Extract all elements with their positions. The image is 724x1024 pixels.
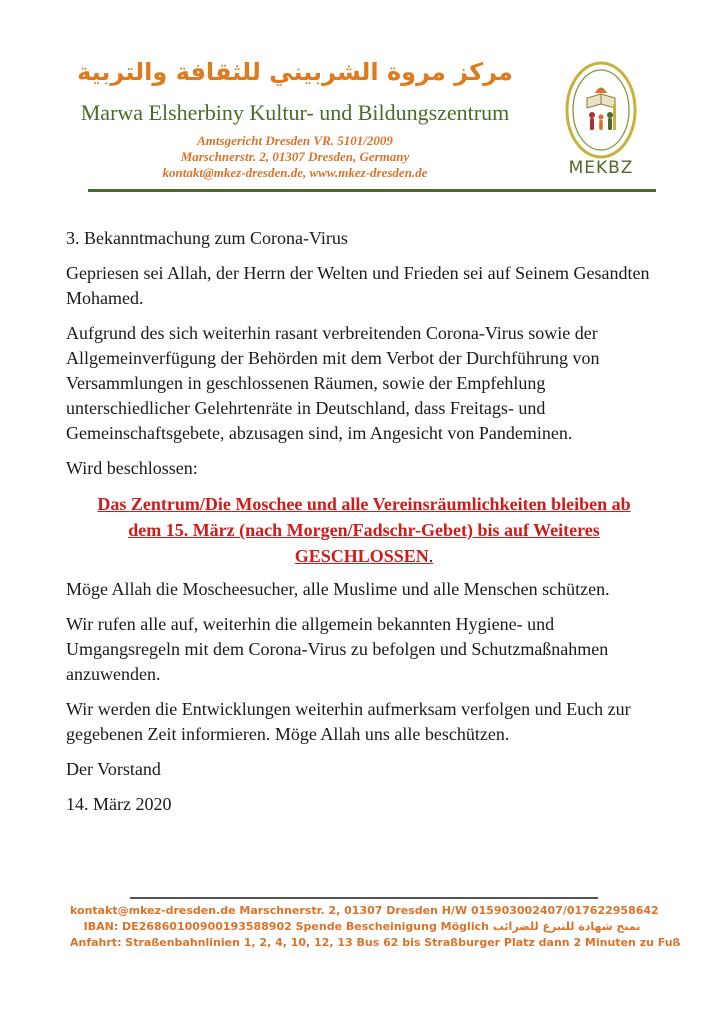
footer-bank-line: IBAN: DE26860100900193588902 Spende Bescheinigung Möglich نمنح شهادة للتبرع للضرائب [83, 920, 641, 933]
org-contact: kontakt@mkez-dresden.de, www.mkez-dresden.de [162, 165, 428, 180]
closure-notice-line-2: dem 15. März (nach Morgen/Fadschr-Gebet) bis auf Weiteres [128, 520, 600, 540]
closure-notice-line-3: GESCHLOSSEN [294, 546, 429, 566]
updates-paragraph: Wir werden die Entwicklungen weiterhin aufmerksam verfolgen und Euch zur gegebenen Zeit informieren. Möge Allah uns alle beschützen. [66, 699, 631, 744]
greeting-paragraph: Gepriesen sei Allah, der Herrn der Welten und Frieden sei auf Seinem Gesandten Mohamed. [66, 263, 650, 308]
letterhead [0, 0, 724, 200]
closure-notice-period: . [428, 546, 434, 566]
footer [70, 903, 681, 951]
footer-contact-line: kontakt@mkez-dresden.de Marschnerstr. 2, 01307 Dresden H/W 015903002407/017622958642 [70, 904, 659, 917]
closure-notice-line-1: Das Zentrum/Die Moschee und alle Vereinsräumlichkeiten bleiben ab [97, 494, 631, 514]
org-details [130, 133, 460, 181]
announcement-title: 3. Bekanntmachung zum Corona-Virus [66, 228, 348, 248]
mosque-book-family-seal-icon [565, 60, 637, 160]
appeal-paragraph: Wir rufen alle auf, weiterhin die allgemein bekannten Hygiene- und Umgangsregeln mit dem Corona-Virus zu befolgen und Schutzmaßnahmen anzuwenden. [66, 614, 609, 684]
court-register: Amtsgericht Dresden VR. 5101/2009 [197, 133, 393, 148]
reason-paragraph: Aufgrund des sich weiterhin rasant verbreitenden Corona-Virus sowie der Allgemeinverfügung der Behörden mit dem Verbot der Durchführung von Versammlungen in geschlossenen Räumen, sowie der Empfehlung unterschiedlicher Gelehrtenräte in Deutschland, dass Freitags- und Gemeinschaftsgebete, abzusagen sind, im Angesicht von Pandeminen. [66, 323, 600, 443]
org-name: Marwa Elsherbiny Kultur- und Bildungszentrum [80, 100, 510, 125]
header-divider [88, 189, 656, 192]
footer-divider [130, 897, 598, 899]
footer-directions-line: Anfahrt: Straßenbahnlinien 1, 2, 4, 10, 12, 13 Bus 62 bis Straßburger Platz dann 2 Minuten zu Fuß [70, 936, 681, 949]
decision-intro: Wird beschlossen: [66, 458, 198, 478]
logo-text: MEKBZ [568, 158, 634, 178]
blessing-paragraph: Möge Allah die Moscheesucher, alle Muslime und alle Menschen schützen. [66, 579, 610, 599]
document-date: 14. März 2020 [66, 794, 172, 814]
arabic-org-name: مركز مروة الشربيني للثقافة والتربية [77, 58, 513, 86]
announcement-body [66, 226, 662, 827]
signature: Der Vorstand [66, 759, 161, 779]
org-address: Marschnerstr. 2, 01307 Dresden, Germany [180, 149, 410, 164]
closure-notice [66, 491, 662, 569]
